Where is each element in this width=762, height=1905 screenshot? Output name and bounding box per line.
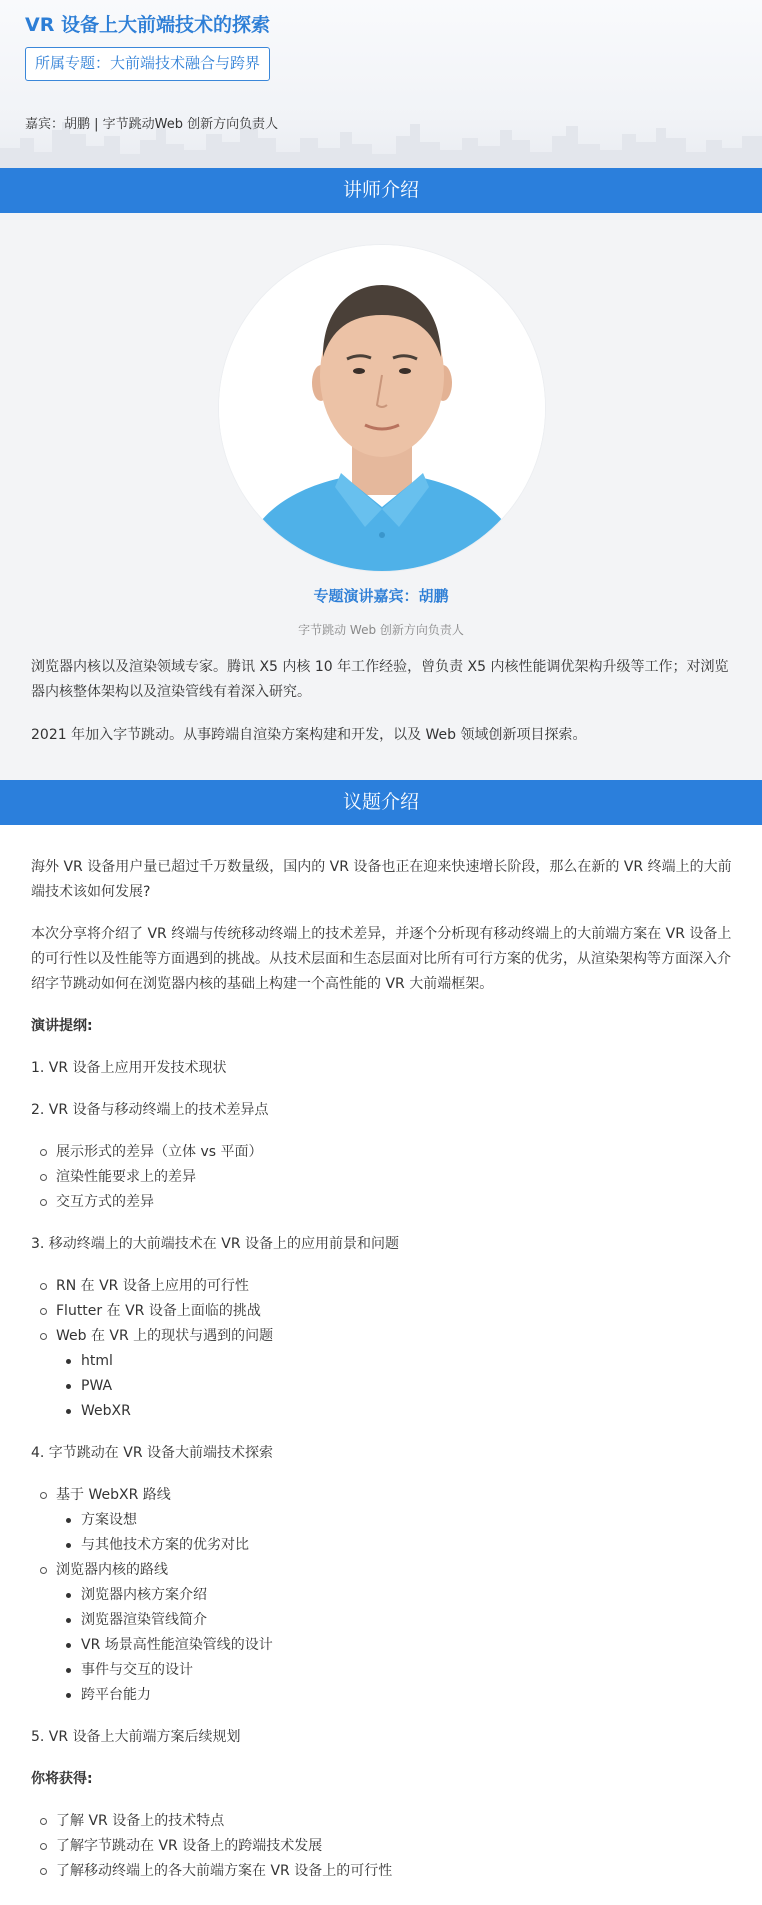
outline-subsubitem: 浏览器渲染管线简介 bbox=[31, 1608, 736, 1633]
gains-list bbox=[31, 1809, 736, 1884]
speaker-section-bar: 讲师介绍 bbox=[0, 168, 762, 213]
outline-subitem: Web 在 VR 上的现状与遇到的问题 bbox=[31, 1324, 736, 1349]
outline-item: 5. VR 设备上大前端方案后续规划 bbox=[31, 1729, 241, 1745]
outline-item: 4. 字节跳动在 VR 设备大前端技术探索 bbox=[31, 1445, 274, 1461]
speaker-bio-1: 浏览器内核以及渲染领域专家。腾讯 X5 内核 10 年工作经验，曾负责 X5 内核性能调优架构升级等工作；对浏览器内核整体架构以及渲染管线有着深入研究。 bbox=[31, 659, 729, 700]
outline-subsubitem: html bbox=[31, 1349, 736, 1374]
speaker-role: 字节跳动 Web 创新方向负责人 bbox=[298, 623, 464, 637]
speaker-name: 专题演讲嘉宾：胡鹏 bbox=[313, 587, 449, 605]
gain-item: 了解 VR 设备上的技术特点 bbox=[31, 1809, 736, 1834]
gain-item: 了解字节跳动在 VR 设备上的跨端技术发展 bbox=[31, 1834, 736, 1859]
outline-heading: 演讲提纲: bbox=[31, 1018, 93, 1034]
outline-sublist bbox=[31, 1274, 736, 1424]
outline-subitem: 基于 WebXR 路线 bbox=[31, 1483, 736, 1508]
outline-subitem: 浏览器内核的路线 bbox=[31, 1558, 736, 1583]
outline-subitem: RN 在 VR 设备上应用的可行性 bbox=[31, 1274, 736, 1299]
topic-paragraph-2: 本次分享将介绍了 VR 终端与传统移动终端上的技术差异，并逐个分析现有移动终端上的大前端方案在 VR 设备上的可行性以及性能等方面遇到的挑战。从技术层面和生态层面对比所有可行方案的优劣，从渲染架构等方面深入介绍字节跳动如何在浏览器内核的基础上构建一个高性能的 VR 大前端框架。 bbox=[31, 926, 732, 992]
speaker-section bbox=[0, 213, 762, 780]
gain-item: 了解移动终端上的各大前端方案在 VR 设备上的可行性 bbox=[31, 1859, 736, 1884]
outline-item: 1. VR 设备上应用开发技术现状 bbox=[31, 1060, 227, 1076]
outline-subitem: 展示形式的差异（立体 vs 平面） bbox=[31, 1140, 736, 1165]
outline-item: 3. 移动终端上的大前端技术在 VR 设备上的应用前景和问题 bbox=[31, 1236, 400, 1252]
guest-line: 嘉宾：胡鹏 | 字节跳动Web 创新方向负责人 bbox=[25, 117, 279, 132]
topic-content bbox=[31, 855, 736, 1901]
topic-tag[interactable]: 所属专题：大前端技术融合与跨界 bbox=[25, 47, 270, 81]
outline-subsubitem: 与其他技术方案的优劣对比 bbox=[31, 1533, 736, 1558]
outline-subitem: 渲染性能要求上的差异 bbox=[31, 1165, 736, 1190]
outline-sublist bbox=[31, 1140, 736, 1215]
outline-subsubitem: WebXR bbox=[31, 1399, 736, 1424]
talk-header bbox=[0, 0, 762, 168]
outline-subitem: 交互方式的差异 bbox=[31, 1190, 736, 1215]
topic-paragraph-1: 海外 VR 设备用户量已超过千万数量级，国内的 VR 设备也正在迎来快速增长阶段，那么在新的 VR 终端上的大前端技术该如何发展? bbox=[31, 859, 732, 900]
gains-heading: 你将获得: bbox=[31, 1771, 93, 1787]
outline-sublist bbox=[31, 1483, 736, 1708]
outline-item: 2. VR 设备与移动终端上的技术差异点 bbox=[31, 1102, 269, 1118]
outline-subsubitem: 事件与交互的设计 bbox=[31, 1658, 736, 1683]
outline-subitem: Flutter 在 VR 设备上面临的挑战 bbox=[31, 1299, 736, 1324]
outline-subsubitem: PWA bbox=[31, 1374, 736, 1399]
outline-subsubitem: 方案设想 bbox=[31, 1508, 736, 1533]
talk-title: VR 设备上大前端技术的探索 bbox=[25, 14, 270, 36]
speaker-photo bbox=[219, 245, 545, 571]
topic-section-bar: 议题介绍 bbox=[0, 780, 762, 825]
outline-list bbox=[31, 1056, 736, 1750]
outline-subsubitem: 浏览器内核方案介绍 bbox=[31, 1583, 736, 1608]
outline-subsubitem: 跨平台能力 bbox=[31, 1683, 736, 1708]
outline-subsubitem: VR 场景高性能渲染管线的设计 bbox=[31, 1633, 736, 1658]
speaker-bio-2: 2021 年加入字节跳动。从事跨端自渲染方案构建和开发，以及 Web 领域创新项目探索。 bbox=[31, 727, 587, 743]
